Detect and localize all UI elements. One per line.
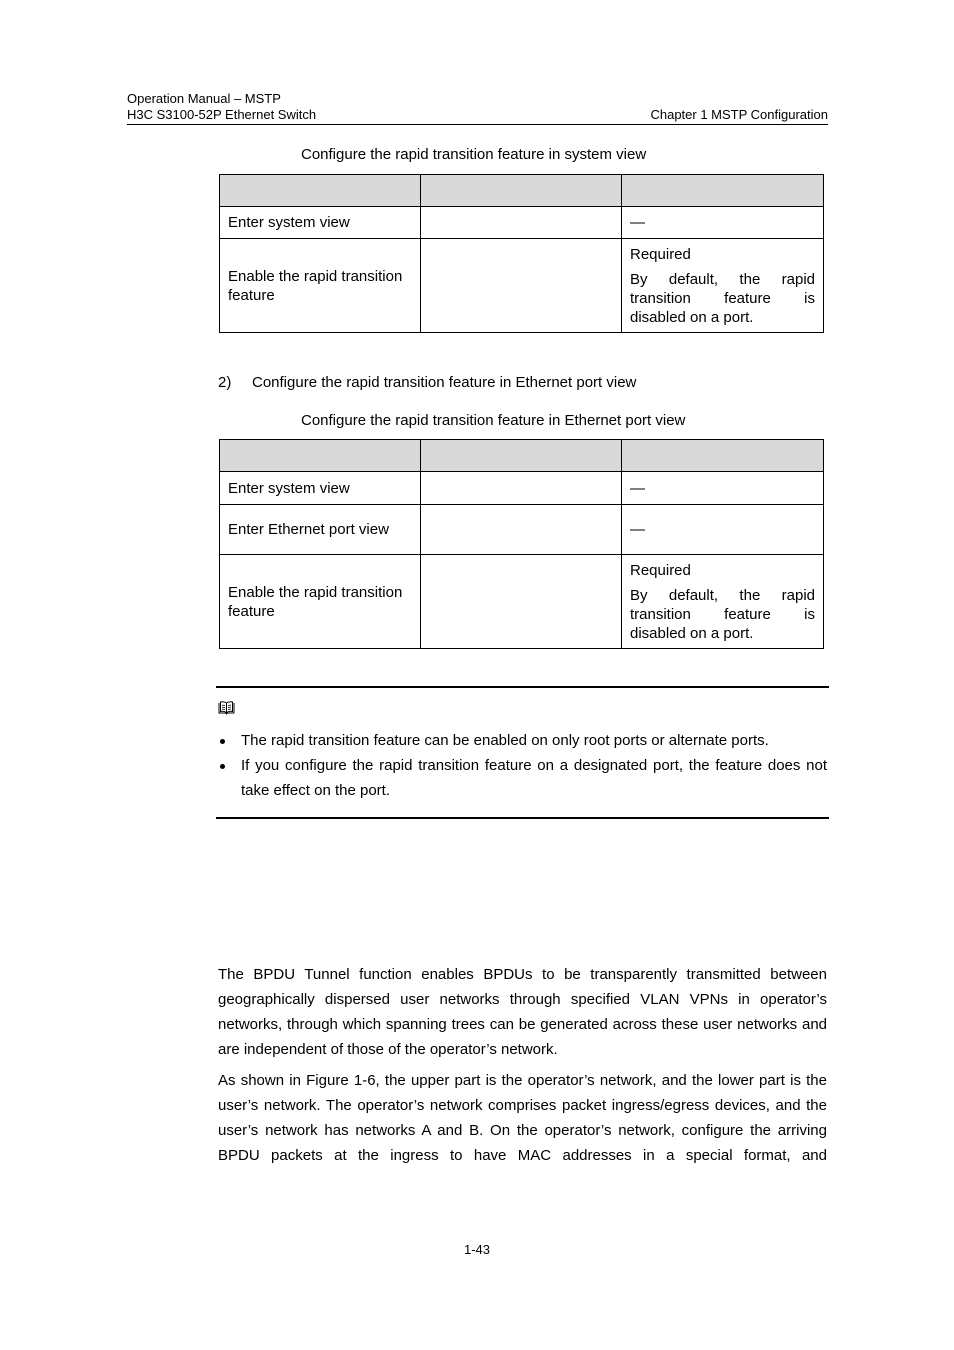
table2-row3-command xyxy=(421,555,622,649)
table1 xyxy=(219,174,824,333)
note-bottom-rule xyxy=(216,817,829,819)
step-number: 2) xyxy=(218,374,232,391)
table1-row2-operation: Enable the rapid transition feature xyxy=(220,239,421,333)
table2 xyxy=(219,439,824,649)
bullet-icon xyxy=(220,764,225,769)
table2-row1-operation: Enter system view xyxy=(220,472,421,505)
table2-row1-remarks: — xyxy=(622,472,824,505)
table2-row2-command xyxy=(421,505,622,555)
table2-header-row xyxy=(220,440,824,472)
table1-caption: Configure the rapid transition feature in system view xyxy=(301,146,647,163)
bpdu-tunnel-paragraph-1: The BPDU Tunnel function enables BPDUs to be transparently transmitted between geographically dispersed user networks through specified VLAN VPNs in operator’s networks, through which spanning trees can be generated across these user networks and are independent of those of the operator’s network. xyxy=(218,966,827,1058)
table-row xyxy=(220,505,824,555)
table2-row1-command xyxy=(421,472,622,505)
table2-row3-remarks-title: Required xyxy=(630,561,691,579)
table1-header-row xyxy=(220,175,824,207)
table-row xyxy=(220,555,824,649)
table2-row2-remarks: — xyxy=(622,505,824,555)
table-row xyxy=(220,207,824,239)
table1-row1-operation: Enter system view xyxy=(220,207,421,239)
page-number: 1-43 xyxy=(463,1242,491,1257)
manual-title: Operation Manual – MSTP xyxy=(127,91,281,106)
product-name: H3C S3100-52P Ethernet Switch xyxy=(127,107,317,122)
table-row xyxy=(220,239,824,333)
table1-row1-command xyxy=(421,207,622,239)
table1-row2-command xyxy=(421,239,622,333)
table1-row1-remarks: — xyxy=(622,207,824,239)
note-top-rule xyxy=(216,686,829,688)
book-icon xyxy=(218,701,235,715)
table2-caption: Configure the rapid transition feature in Ethernet port view xyxy=(301,412,686,429)
table1-row2-remarks-title: Required xyxy=(630,245,691,263)
header-rule xyxy=(127,124,828,125)
chapter-title: Chapter 1 MSTP Configuration xyxy=(650,107,828,122)
note-item-1: The rapid transition feature can be enabled on only root ports or alternate ports. xyxy=(241,732,769,749)
list-item xyxy=(218,728,827,753)
table2-row3-remarks xyxy=(622,555,824,649)
list-item xyxy=(218,753,827,803)
table1-row2-remarks xyxy=(622,239,824,333)
table2-row2-operation: Enter Ethernet port view xyxy=(220,505,421,555)
bullet-icon xyxy=(220,739,225,744)
table2-row3-remarks-detail: By default, the rapid transition feature is disabled on a port. xyxy=(630,586,815,642)
bpdu-tunnel-paragraph-2: As shown in Figure 1-6, the upper part is the operator’s network, and the lower part is the user’s network. The operator’s network comprises packet ingress/egress devices, and the user’s network has networks A and B. On the operator’s network, configure the arriving BPDU packets at the ingress to have MAC addresses in a special format, and xyxy=(218,1072,827,1164)
note-list xyxy=(218,728,827,803)
table-row xyxy=(220,472,824,505)
step-text: Configure the rapid transition feature in Ethernet port view xyxy=(252,374,637,391)
table2-row3-operation: Enable the rapid transition feature xyxy=(220,555,421,649)
note-item-2: If you configure the rapid transition feature on a designated port, the feature does not take effect on the port. xyxy=(241,757,827,799)
table1-row2-remarks-detail: By default, the rapid transition feature is disabled on a port. xyxy=(630,270,815,326)
